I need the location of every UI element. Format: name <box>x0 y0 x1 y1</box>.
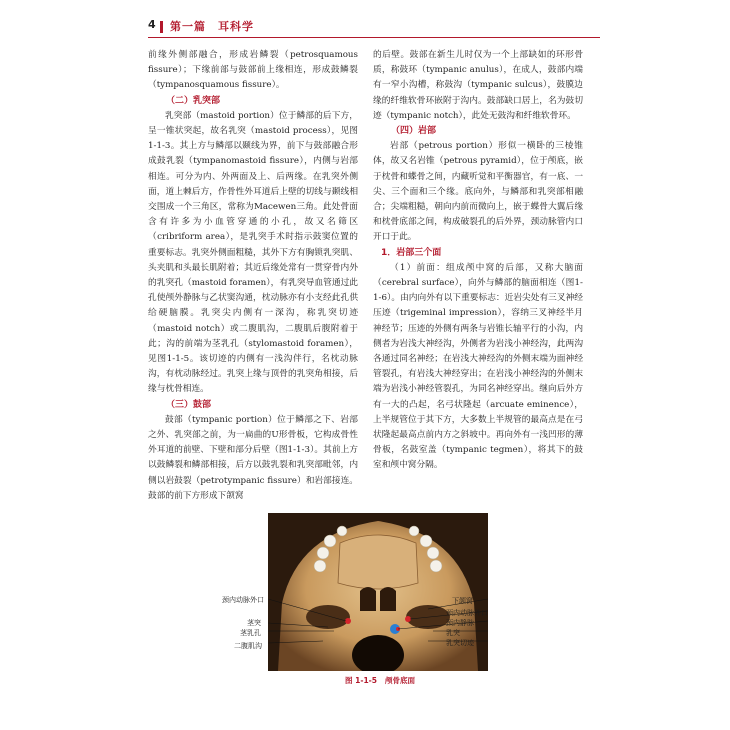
label-internal-jugular-vein: 颈内静脉 <box>446 619 474 627</box>
label-mastoid-notch: 乳突切迹 <box>446 639 474 647</box>
right-column <box>373 48 583 474</box>
page-header <box>148 18 598 36</box>
body-paragraph: 乳突部（mastoid portion）位于鳞部的后下方，呈一锥状突起，故名乳突（mastoid process），见图1-1-3。其上方与鳞部以颞线为界，前下与鼓部融合形成鼓乳裂（tympanomastoid fissure），内侧与岩部相连。可分为内、外两面及上、后两缘。在乳突外侧面，道上棘后方，作骨性外耳道后上壁的切线与颞线相交围成一个三角区，常称为Macewen三角。此处骨面含有许多为小血管穿通的小孔，故又名筛区（cribriform area），是乳突手术时指示鼓窦位置的重要标志。乳突外侧面粗糙，其外下方有胸锁乳突肌、头夹肌和头最长肌附着；其近后缘处常有一贯穿骨内外的乳突孔（mastoid foramen），有乳突导血管通过此孔使颅外静脉与乙状窦沟通，枕动脉亦有小支经此孔供给硬脑膜。乳突尖内侧有一深沟，称乳突切迹（mastoid notch）或二腹肌沟，二腹肌后腹附着于此；沟的前端为茎乳孔（stylomastoid foramen），见图1-1-5。该切迹的内侧有一浅沟伴行，名枕动脉沟，有枕动脉经过。乳突上缘与顶骨的乳突角相接，后缘与枕骨相连。 <box>148 110 358 395</box>
header-accent-bar <box>160 21 163 33</box>
body-paragraph: 鼓部（tympanic portion）位于鳞部之下、岩部之外、乳突部之前，为一扁曲的U形骨板，它构成骨性外耳道的前壁、下壁和部分后壁（图1-1-3）。其前上方以鼓鳞裂和鳞部相接，后方以鼓乳裂和乳突部毗邻，内侧以岩鼓裂（petrotympanic fissure）和岩部接连。鼓部的前下方形成下颌窝 <box>148 414 358 501</box>
section-heading: （三）鼓部 <box>166 399 212 410</box>
body-paragraph: 岩部（petrous portion）形似一横卧的三棱锥体，故又名岩锥（petrous pyramid），位于颅底，嵌于枕骨和蝶骨之间，内藏听觉和平衡器官，有一底、一尖、三个面和三个缘。底向外，与鳞部和乳突部相融合；尖端粗糙，朝向内前而微向上，嵌于蝶骨大翼后缘和枕骨底部之间，构成破裂孔的后外界，颈动脉管内口开口于此。 <box>373 141 583 243</box>
figure-title: 颅骨底面 <box>385 676 415 685</box>
section-heading: （四）岩部 <box>391 126 437 137</box>
subsection-heading: 1．岩部三个面 <box>381 247 442 258</box>
label-styloid-process: 茎突 <box>247 619 261 627</box>
chapter-title: 第一篇 耳科学 <box>170 20 254 33</box>
label-carotid-external-opening-left: 颈内动脉外口 <box>222 596 264 604</box>
body-paragraph: 的后壁。鼓部在新生儿时仅为一个上部缺如的环形骨质，称鼓环（tympanic anulus），在成人，鼓部内端有一窄小沟槽，称鼓沟（tympanic sulcus），鼓膜边缘的纤维软骨环嵌附于沟内。鼓部缺口居上，名为鼓切迹（tympanic notch），此处无鼓沟和纤维软骨环。 <box>373 50 583 121</box>
body-paragraph: 前缘外侧部融合，形成岩鳞裂（petrosquamous fissure）；下缘前部与鼓部前上缘相连，形成鼓鳞裂（tympanosquamous fissure）。 <box>148 50 358 91</box>
page-number: 4 <box>148 18 156 31</box>
section-heading: （二）乳突部 <box>166 95 221 106</box>
label-carotid-external-opening-right: 颈内动脉外口 <box>446 609 488 617</box>
header-rule <box>148 37 600 38</box>
label-mandibular-fossa: 下颌窝 <box>452 597 473 605</box>
body-paragraph: （1）前面：组成颅中窝的后部，又称大脑面（cerebral surface），向外与鳞部的脑面相连（图1-1-6）。由内向外有以下重要标志：近岩尖处有三叉神经压迹（trigeminal impression），容纳三叉神经半月神经节；压迹的外侧有两条与岩锥长轴平行的小沟，内侧者为岩浅大神经沟，外侧者为岩浅小神经沟，此两沟各通过同名神经；在岩浅大神经沟的外侧末端为面神经管裂孔，有岩浅大神经穿出；在岩浅小神经沟的外侧末端为岩浅小神经管裂孔，为同名神经穿出。继向后外方有一大的凸起，名弓状隆起（arcuate eminence），上半规管位于其下方，大多数上半规管的最高点是在弓状隆起最高点前内方之斜坡中。再向外有一浅凹形的薄骨板，名鼓室盖（tympanic tegmen），将其下的鼓室和颅中窝分隔。 <box>373 262 583 471</box>
figure-number: 图 1-1-5 <box>345 676 377 685</box>
figure-caption <box>300 675 460 686</box>
label-digastric-groove: 二腹肌沟 <box>234 642 262 650</box>
label-stylomastoid-foramen: 茎乳孔 <box>240 629 261 637</box>
left-column <box>148 48 358 504</box>
label-mastoid: 乳突 <box>446 629 460 637</box>
